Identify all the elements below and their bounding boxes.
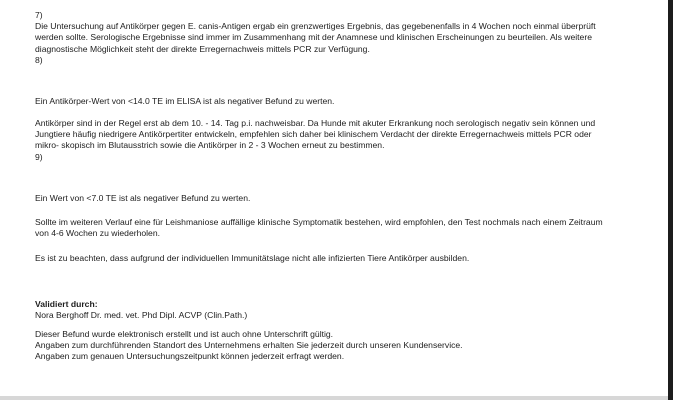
- section-9: [35, 217, 603, 239]
- validation-block: [35, 299, 247, 321]
- validator-name: Nora Berghoff Dr. med. vet. Phd Dipl. ACVP (Clin.Path.): [35, 310, 248, 321]
- footer-line: Angaben zum genauen Untersuchungszeitpunkt können jederzeit erfragt werden.: [35, 351, 345, 362]
- report-footer: [35, 329, 463, 363]
- section-8-negative-note: [35, 96, 334, 107]
- paragraph-line: Sollte im weiteren Verlauf eine für Leishmaniose auffällige klinische Symptomatik bestehen, wird empfohlen, den Test nochmals nach einem Zeitraum: [35, 217, 603, 227]
- page-right-edge: [668, 0, 673, 400]
- paragraph-line: Die Untersuchung auf Antikörper gegen E. canis-Antigen ergab ein grenzwertiges Ergebnis, das gegebenenfalls in 4 Wochen noch einmal überprüft: [35, 21, 596, 32]
- section-number: 7): [35, 10, 43, 20]
- paragraph-line: werden sollte. Serologische Ergebnisse sind immer im Zusammenhang mit der Anamnese und klinischen Erscheinungen zu beurteilen. Als weitere: [35, 32, 592, 43]
- section-9-note: [35, 253, 469, 264]
- section-8: [35, 118, 595, 163]
- section-number: 8): [35, 54, 43, 65]
- paragraph-line: mikro- skopisch im Blutausstrich sowie die Antikörper in 2 - 3 Wochen erneut zu bestimmen.: [35, 140, 385, 151]
- paragraph-line: Jungtiere häufig niedrigere Antikörpertiter entwickeln, empfehlen sich daher bei klinischem Verdacht der direkte Erregernachweis mittels PCR oder: [35, 129, 592, 140]
- validation-heading: Validiert durch:: [35, 299, 98, 309]
- paragraph-line: diagnostische Möglichkeit steht der direkte Erregernachweis mittels PCR zur Verfügung.: [35, 43, 370, 54]
- paragraph-line: Ein Antikörper-Wert von <14.0 TE im ELISA ist als negativer Befund zu werten.: [35, 96, 335, 106]
- paragraph-line: Antikörper sind in der Regel erst ab dem 10. - 14. Tag p.i. nachweisbar. Da Hunde mit akuter Erkrankung noch serologisch negativ sein können und: [35, 118, 596, 128]
- paragraph-line: Es ist zu beachten, dass aufgrund der individuellen Immunitätslage nicht alle infizierten Tiere Antikörper ausbilden.: [35, 253, 470, 263]
- section-7: [35, 10, 596, 66]
- page-bottom-edge: [0, 396, 668, 400]
- section-9-negative-note: [35, 193, 250, 204]
- section-number: 9): [35, 151, 43, 162]
- footer-line: Dieser Befund wurde elektronisch erstellt und ist auch ohne Unterschrift gültig.: [35, 329, 334, 339]
- paragraph-line: von 4-6 Wochen zu wiederholen.: [35, 228, 161, 239]
- paragraph-line: Ein Wert von <7.0 TE ist als negativer Befund zu werten.: [35, 193, 251, 203]
- footer-line: Angaben zum durchführenden Standort des Unternehmens erhalten Sie jederzeit durch unseren Kundenservice.: [35, 340, 463, 351]
